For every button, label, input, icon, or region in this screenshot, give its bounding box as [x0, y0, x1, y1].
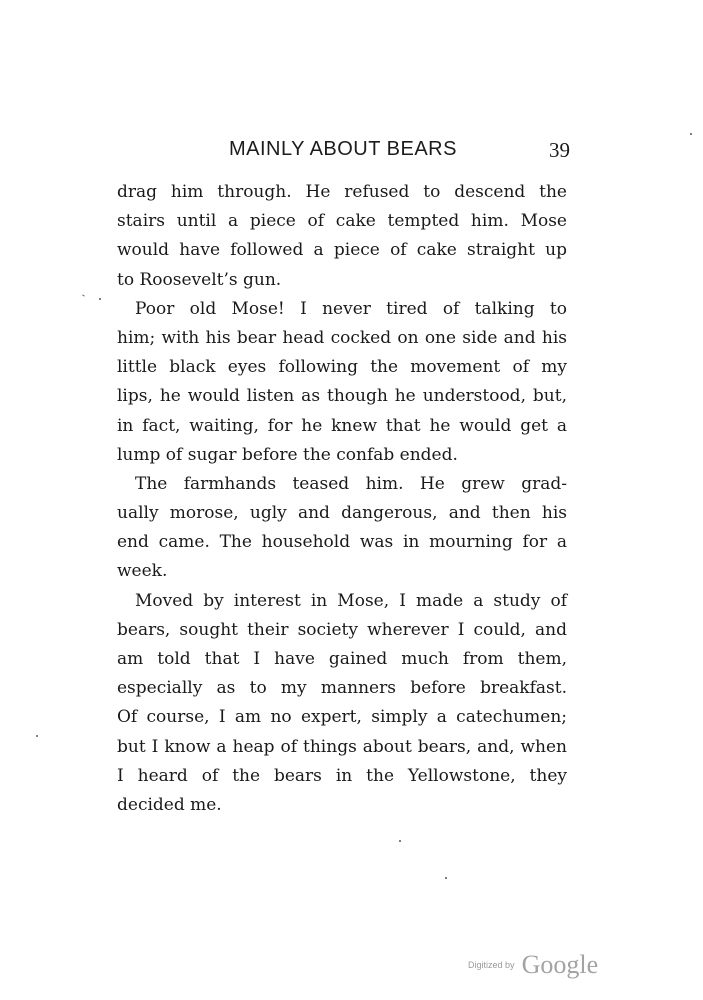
scan-speck [445, 877, 447, 879]
text-line: Moved by interest in Mose, I made a study of [135, 590, 567, 611]
paragraph-1 [117, 178, 567, 295]
text-line: ually morose, ugly and dangerous, and then his [117, 503, 567, 524]
text-line: would have followed a piece of cake straight up [117, 240, 567, 261]
page-number: 39 [549, 138, 570, 162]
text-line: but I know a heap of things about bears, and, when [117, 736, 567, 757]
text-line: drag him through. He refused to descend the [117, 182, 567, 202]
paragraph-3 [117, 470, 567, 587]
text-line: lips, he would listen as though he understood, but, [117, 386, 567, 407]
text-line: decided me. [117, 794, 222, 815]
watermark-prefix: Digitized by [468, 960, 515, 970]
scan-speck [99, 298, 101, 300]
text-line: in fact, waiting, for he knew that he would get a [117, 415, 567, 436]
paragraph-4 [117, 587, 567, 821]
text-line: him; with his bear head cocked on one side and his [117, 327, 567, 348]
running-head [117, 138, 570, 166]
text-line: am told that I have gained much from them, [117, 649, 567, 669]
text-line: Of course, I am no expert, simply a catechumen; [117, 707, 567, 728]
watermark-brand: Google [521, 950, 599, 979]
scan-speck [690, 133, 692, 135]
body-text [117, 178, 567, 820]
text-line: Poor old Mose! I never tired of talking to [135, 298, 567, 319]
digitized-watermark [468, 950, 598, 980]
text-line: bears, sought their society wherever I could, and [117, 619, 567, 640]
running-title: MAINLY ABOUT BEARS [229, 138, 457, 160]
scan-speck [82, 294, 85, 296]
text-line: lump of sugar before the confab ended. [117, 444, 458, 465]
text-line: I heard of the bears in the Yellowstone, they [117, 765, 567, 786]
scan-speck [36, 735, 38, 737]
scan-speck [399, 840, 401, 842]
text-line: The farmhands teased him. He grew grad- [135, 473, 567, 494]
text-line: stairs until a piece of cake tempted him. Mose [117, 211, 567, 232]
text-line: week. [117, 561, 168, 582]
text-line: especially as to my manners before breakfast. [117, 678, 567, 699]
paragraph-2 [117, 295, 567, 470]
text-line: end came. The household was in mourning for a [117, 532, 567, 553]
text-line: to Roosevelt’s gun. [117, 269, 282, 290]
text-line: little black eyes following the movement of my [117, 357, 567, 378]
